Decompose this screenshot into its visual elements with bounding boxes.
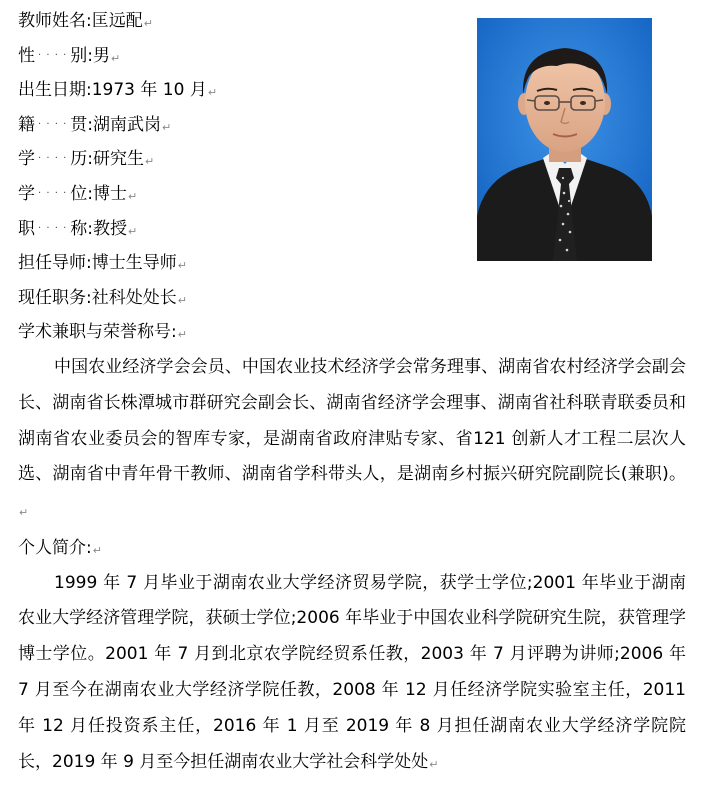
paragraph-mark-icon: ↵: [429, 757, 439, 771]
bio-heading: 个人简介:: [18, 537, 92, 558]
honors-heading-row: [18, 315, 686, 350]
gender-label-end: 别:: [70, 45, 93, 66]
education-label: 学: [18, 149, 35, 170]
bio-text: 1999 年 7 月毕业于湖南农业大学经济贸易学院，获学士学位;2001 年毕业于湖南农业大学经济管理学院，获硕士学位;2006 年毕业于中国农业科学院研究生院，获管理学博士学位。2001 年 7 月到北京农学院经贸系任教，2003 年 7 月评聘为讲师;2006 年 7 月至今在湖南农业大学经济学院任教，2008 年 12 月任经济学院实验室主任，2011 年 12 月任投资系主任，2016 年 1 月至 2019 年 8 月担任湖南农业大学经济学院院长，2019 年 9 月至今担任湖南农业大学社会科学处处: [18, 572, 686, 772]
paragraph-mark-icon: ↵: [143, 17, 153, 30]
paragraph-mark-icon: ↵: [111, 51, 121, 65]
title-value: 教授: [93, 218, 127, 239]
title-label-end: 称:: [70, 218, 93, 239]
education-label-end: 历:: [70, 149, 93, 170]
leader-dots: · · · ·: [38, 153, 68, 165]
portrait-photo: [477, 18, 652, 261]
name-value: 匡远配: [91, 11, 143, 31]
paragraph-mark-icon: ↵: [177, 259, 187, 273]
honors-paragraph: [18, 350, 686, 531]
position-value: 社科处处长: [91, 287, 177, 308]
degree-label-end: 位:: [70, 183, 93, 204]
degree-value: 博士: [93, 183, 127, 204]
leader-dots: · · · ·: [38, 222, 68, 234]
origin-value: 湖南武岗: [93, 114, 161, 135]
name-label: 教师姓名:: [18, 11, 92, 31]
paragraph-mark-icon: ↵: [92, 543, 102, 557]
paragraph-mark-icon: ↵: [128, 189, 138, 203]
birth-value: 1973 年 10 月: [91, 80, 207, 101]
gender-label: 性: [18, 45, 35, 66]
leader-dots: · · · ·: [38, 49, 68, 61]
position-label: 现任职务:: [18, 287, 92, 308]
paragraph-mark-icon: ↵: [162, 120, 172, 134]
origin-label: 籍: [18, 114, 35, 135]
honors-text: 中国农业经济学会会员、中国农业技术经济学会常务理事、湖南省农村经济学会副会长、湖南省长株潭城市群研究会副会长、湖南省经济学会理事、湖南省社科联青联委员和湖南省农业委员会的智库专家，是湖南省政府津贴专家、省121 创新人才工程二层次人选、湖南省中青年骨干教师、湖南省学科带头人，是湖南乡村振兴研究院副院长(兼职)。: [18, 356, 686, 485]
title-label: 职: [18, 218, 35, 239]
bio-heading-row: [18, 531, 686, 566]
gender-value: 男: [93, 45, 110, 66]
paragraph-mark-icon: ↵: [177, 293, 187, 307]
paragraph-mark-icon: ↵: [145, 155, 155, 169]
education-value: 研究生: [93, 149, 144, 170]
position-row: [18, 281, 686, 316]
leader-dots: · · · ·: [38, 118, 68, 130]
birth-label: 出生日期:: [18, 80, 92, 101]
paragraph-mark-icon: ↵: [19, 506, 29, 520]
degree-label: 学: [18, 183, 35, 204]
origin-label-end: 贯:: [70, 114, 93, 135]
paragraph-mark-icon: ↵: [128, 224, 138, 238]
bio-paragraph: [18, 566, 686, 783]
paragraph-mark-icon: ↵: [177, 328, 187, 342]
supervisor-value: 博士生导师: [91, 253, 177, 274]
paragraph-mark-icon: ↵: [207, 86, 218, 100]
honors-heading: 学术兼职与荣誉称号:: [18, 322, 177, 343]
leader-dots: · · · ·: [38, 187, 68, 199]
supervisor-label: 担任导师:: [18, 253, 92, 274]
